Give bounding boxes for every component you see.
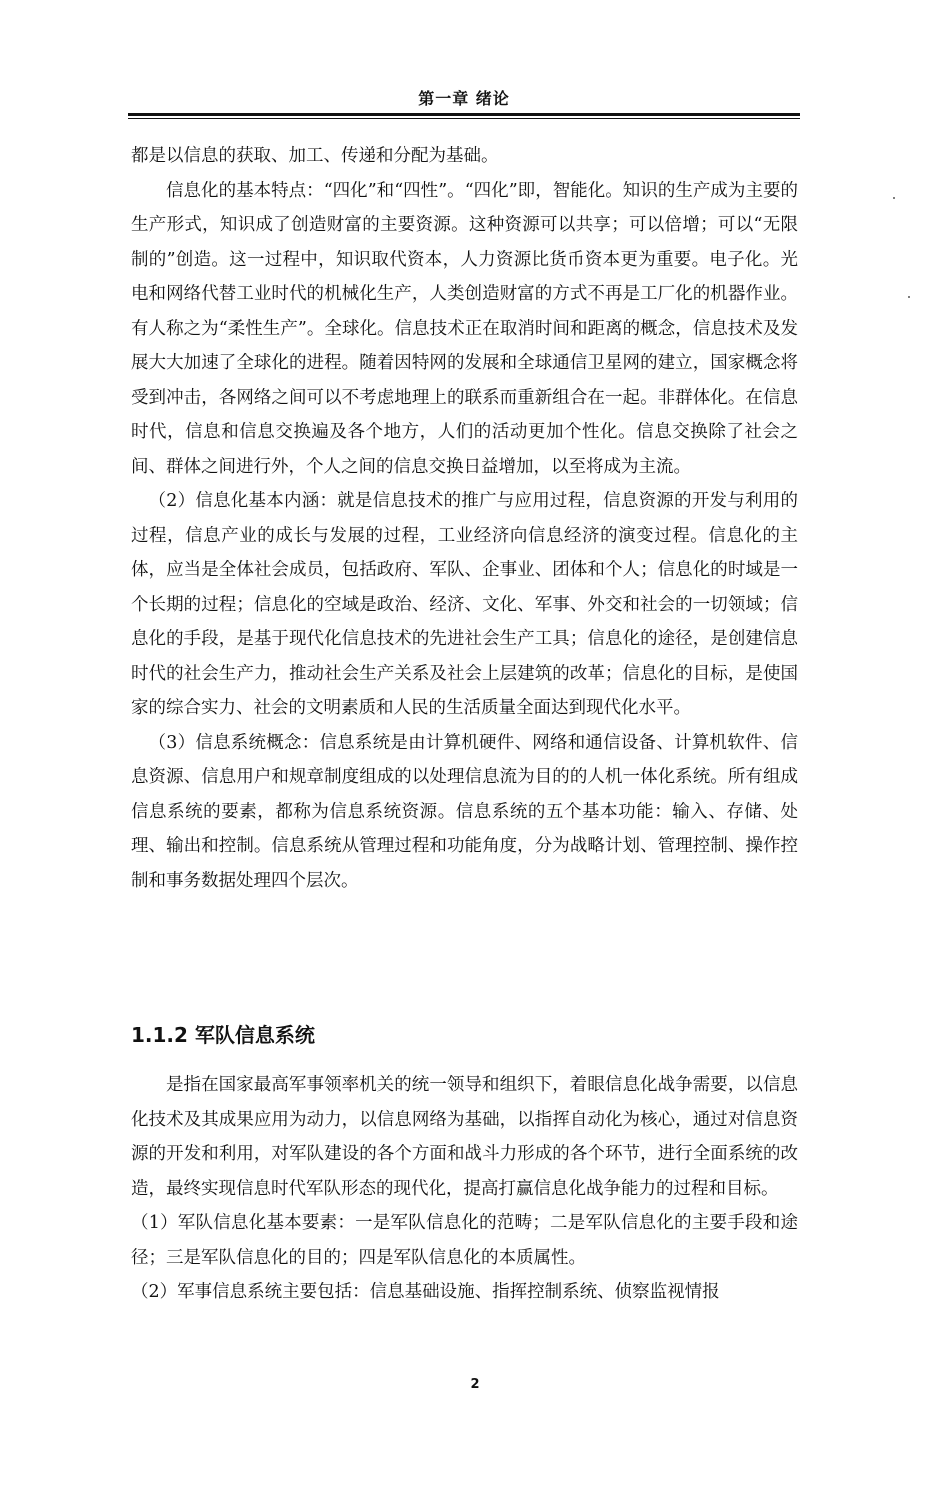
paragraph-system-concept: （3）信息系统概念：信息系统是由计算机硬件、网络和通信设备、计算机软件、信息资源、信息用户和规章制度组成的以处理信息流为目的的人机一体化系统。所有组成信息系统的要素，都称为信息系统资源。信息系统的五个基本功能：输入、存储、处理、输出和控制。信息系统从管理过程和功能角度，分为战略计划、管理控制、操作控制和事务数据处理四个层次。 — [131, 732, 798, 891]
running-header: 第一章 绪论 — [418, 89, 510, 108]
header-rule-thick — [128, 113, 800, 116]
section-2-body — [131, 1068, 798, 1310]
paragraph-continuation: 都是以信息的获取、加工、传递和分配为基础。 — [131, 146, 499, 166]
paragraph-basic-elements: （1）军队信息化基本要素：一是军队信息化的范畴；二是军队信息化的主要手段和途径；三是军队信息化的目的；四是军队信息化的本质属性。 — [131, 1213, 798, 1268]
scan-speck — [893, 197, 895, 199]
scan-speck — [908, 296, 910, 298]
paragraph-definition: 是指在国家最高军事领率机关的统一领导和组织下，着眼信息化战争需要，以信息化技术及其成果应用为动力，以信息网络为基础，以指挥自动化为核心，通过对信息资源的开发和利用，对军队建设的各个方面和战斗力形成的各个环节，进行全面系统的改造，最终实现信息时代军队形态的现代化，提高打赢信息化战争能力的过程和目标。 — [131, 1075, 798, 1199]
paragraph-connotation: （2）信息化基本内涵：就是信息技术的推广与应用过程，信息资源的开发与利用的过程，信息产业的成长与发展的过程，工业经济向信息经济的演变过程。信息化的主体，应当是全体社会成员，包括政府、军队、企事业、团体和个人；信息化的时域是一个长期的过程；信息化的空域是政治、经济、文化、军事、外交和社会的一切领域；信息化的手段，是基于现代化信息技术的先进社会生产工具；信息化的途径，是创建信息时代的社会生产力，推动社会生产关系及社会上层建筑的改革；信息化的目标，是使国家的综合实力、社会的文明素质和人民的生活质量全面达到现代化水平。 — [131, 491, 798, 718]
page-number: 2 — [470, 1377, 480, 1392]
section-heading: 1.1.2 军队信息系统 — [131, 1023, 315, 1047]
header-rule-thin — [128, 118, 800, 119]
paragraph-system-components: （2）军事信息系统主要包括：信息基础设施、指挥控制系统、侦察监视情报 — [131, 1282, 720, 1302]
paragraph-features: 信息化的基本特点：“四化”和“四性”。“四化”即，智能化。知识的生产成为主要的生产形式，知识成了创造财富的主要资源。这种资源可以共享；可以倍增；可以“无限制的”创造。这一过程中，知识取代资本，人力资源比货币资本更为重要。电子化。光电和网络代替工业时代的机械化生产，人类创造财富的方式不再是工厂化的机器作业。有人称之为“柔性生产”。全球化。信息技术正在取消时间和距离的概念，信息技术及发展大大加速了全球化的进程。随着因特网的发展和全球通信卫星网的建立，国家概念将受到冲击，各网络之间可以不考虑地理上的联系而重新组合在一起。非群体化。在信息时代，信息和信息交换遍及各个地方，人们的活动更加个性化。信息交换除了社会之间、群体之间进行外，个人之间的信息交换日益增加，以至将成为主流。 — [131, 180, 798, 477]
section-1-body — [131, 139, 798, 898]
